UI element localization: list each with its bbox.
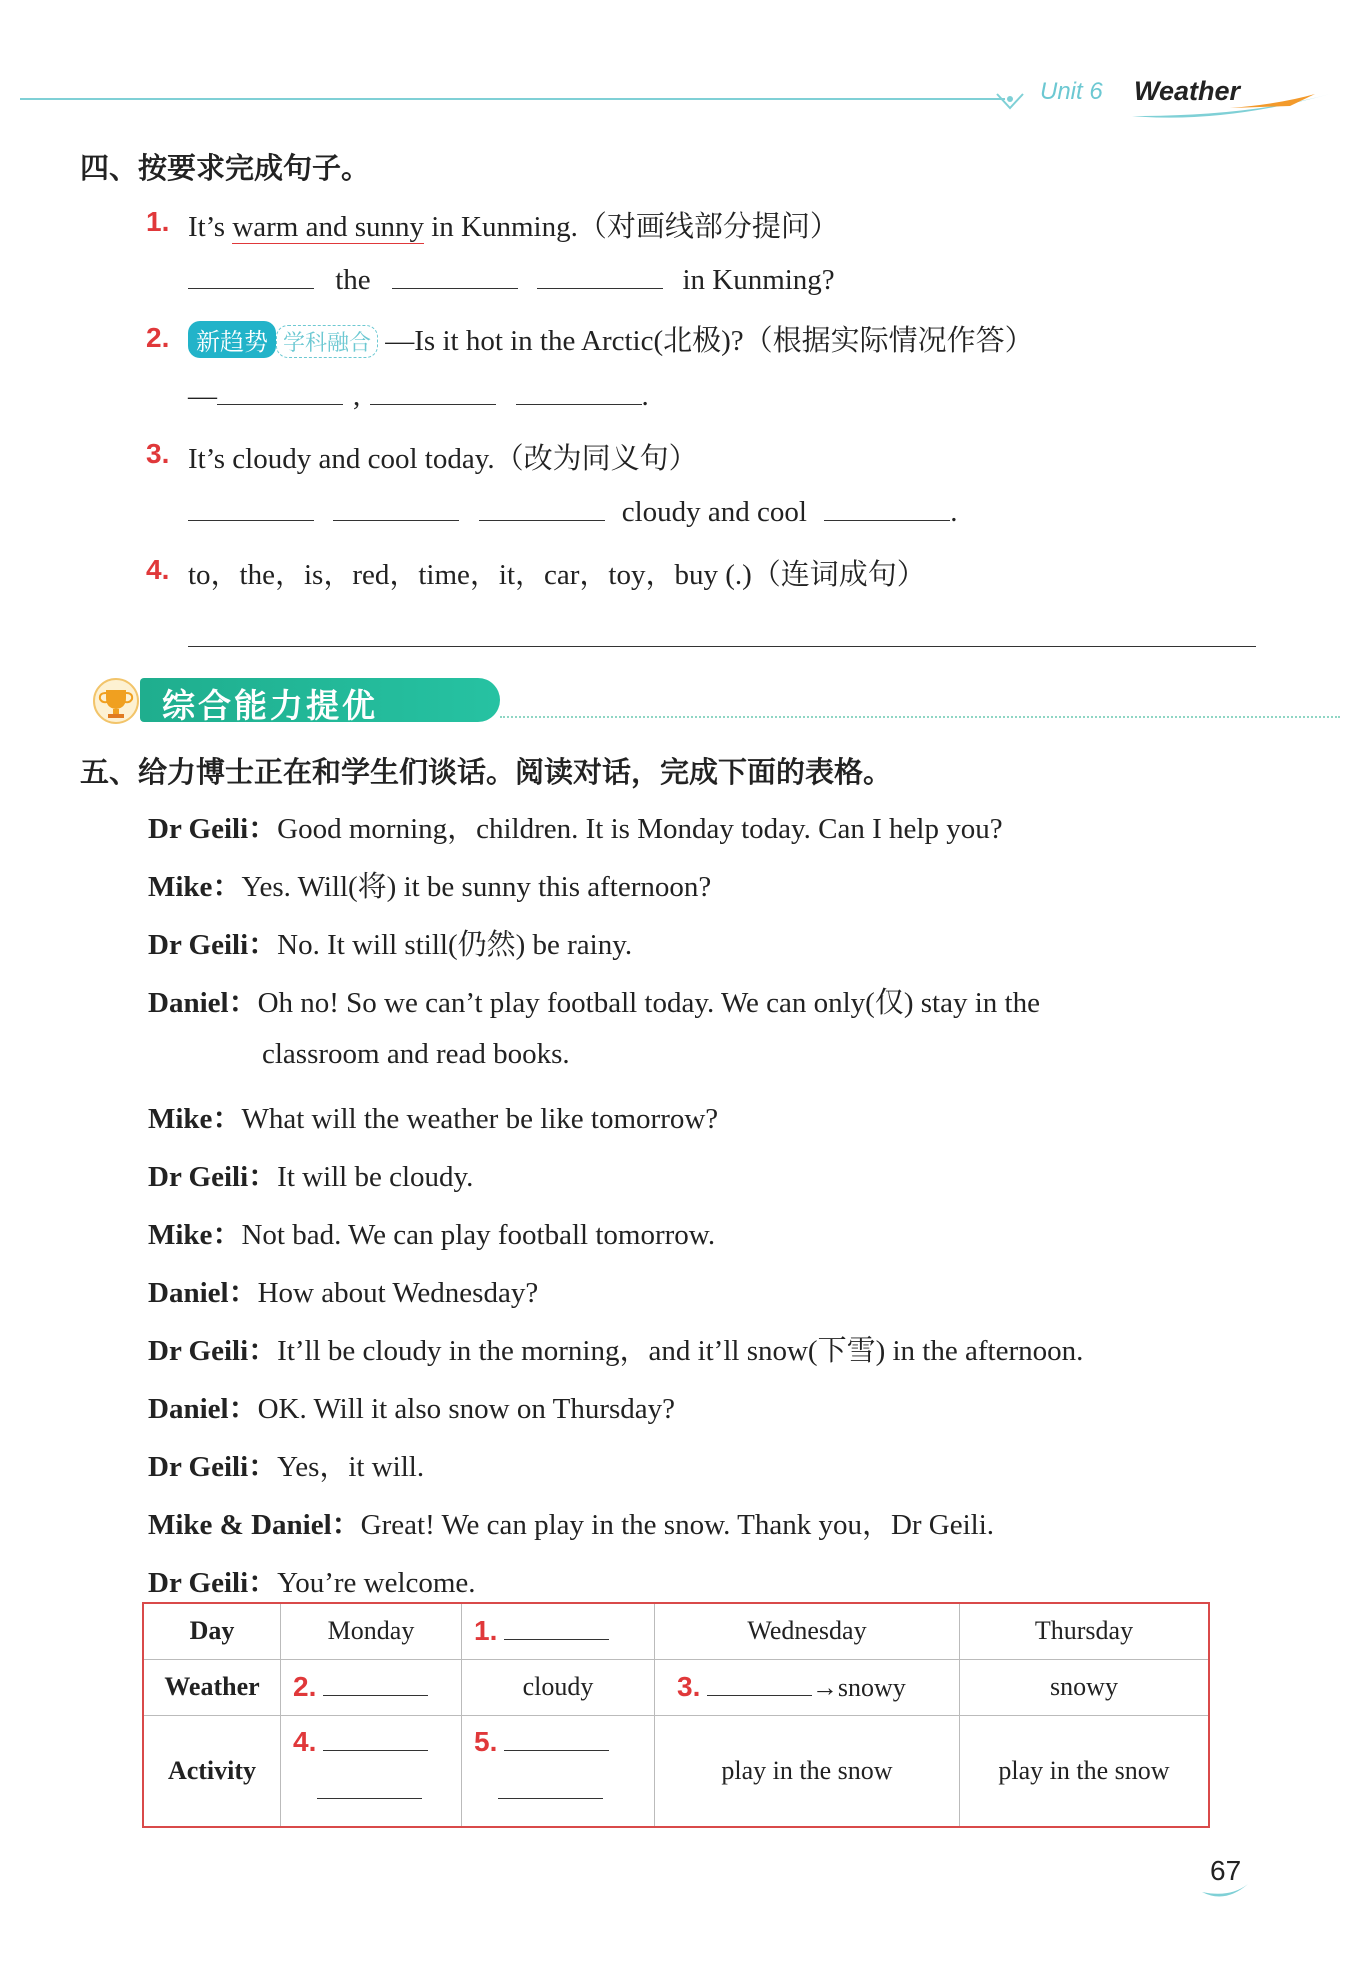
cell-thursday-weather: snowy — [960, 1659, 1210, 1715]
page-number: 67 — [1210, 1855, 1242, 1886]
cell-weather-blank-3[interactable]: 3. →snowy — [655, 1659, 960, 1715]
speaker-name: Daniel — [148, 1277, 229, 1309]
q3-blank-4[interactable] — [824, 494, 950, 521]
q4-number: 4. — [146, 554, 170, 585]
speaker-name: Dr Geili — [148, 1161, 249, 1193]
cell-wednesday-activity: play in the snow — [655, 1715, 960, 1827]
speaker-name: Daniel — [148, 987, 229, 1019]
q2-text: 新趋势 学科融合 —Is it hot in the Arctic(北极)?（根据实际情况作答） — [188, 318, 1034, 359]
speaker-name: Dr Geili — [148, 1451, 249, 1483]
section4-title: 四、按要求完成句子。 — [80, 151, 371, 185]
speaker-name: Daniel — [148, 1393, 229, 1425]
cell-thursday: Thursday — [960, 1603, 1210, 1659]
dialogue-line: Dr Geili：No. It will still(仍然) be rainy. — [148, 929, 633, 961]
cell-monday: Monday — [281, 1603, 462, 1659]
dialogue-text: classroom and read books. — [262, 1038, 570, 1070]
cell-day-blank-1[interactable]: 1. — [462, 1603, 655, 1659]
label-day: Day — [143, 1603, 281, 1659]
dialogue-text: OK. Will it also snow on Thursday? — [257, 1393, 676, 1425]
q1-number: 1. — [146, 206, 170, 237]
diamond-arrow-icon — [995, 90, 1025, 112]
dialogue-line: Dr Geili：It’ll be cloudy in the morning，and it’ll snow(下雪) in the afternoon. — [148, 1335, 1084, 1367]
dialogue-line: Dr Geili：It will be cloudy. — [148, 1161, 474, 1193]
dialogue-text: It’ll be cloudy in the morning，and it’ll snow(下雪) in the afternoon. — [277, 1335, 1084, 1367]
q2-blank-2[interactable] — [370, 378, 496, 405]
q3-number: 3. — [146, 438, 170, 469]
dialogue-text: It will be cloudy. — [277, 1161, 474, 1193]
banner-title: 综合能力提优 — [162, 686, 378, 725]
dialogue-line: Dr Geili：Yes，it will. — [148, 1451, 425, 1483]
speaker-name: Mike — [148, 1219, 213, 1251]
q1-blank-2[interactable] — [392, 262, 518, 289]
q3-text: It’s cloudy and cool today.（改为同义句） — [188, 443, 698, 475]
q3-blank-2[interactable] — [333, 494, 459, 521]
speaker-name: Dr Geili — [148, 1567, 249, 1599]
q1-blank-1[interactable] — [188, 262, 314, 289]
section5-title: 五、给力博士正在和学生们谈话。阅读对话，完成下面的表格。 — [80, 755, 893, 789]
dialogue-line: Mike：Not bad. We can play football tomorrow. — [148, 1219, 716, 1251]
speaker-name: Mike — [148, 1103, 213, 1135]
speaker-name: Dr Geili — [148, 929, 249, 961]
speaker-name: Dr Geili — [148, 813, 249, 845]
dialogue-text: Not bad. We can play football tomorrow. — [241, 1219, 716, 1251]
badge-cross-subject: 学科融合 — [276, 325, 378, 358]
cell-activity-blank-5[interactable]: 5. — [462, 1715, 655, 1827]
answer-table — [142, 1602, 1210, 1828]
speaker-name: Dr Geili — [148, 1335, 249, 1367]
q1-answer-line: the in Kunming? — [188, 262, 835, 297]
trophy-icon — [88, 676, 144, 726]
dialogue-text: How about Wednesday? — [257, 1277, 539, 1309]
dialogue-line: Dr Geili：You’re welcome. — [148, 1567, 476, 1599]
cell-wednesday: Wednesday — [655, 1603, 960, 1659]
q2-answer-line: — , . — [188, 380, 649, 412]
speaker-name: Mike & Daniel — [148, 1509, 332, 1541]
badge-new-trend: 新趋势 — [188, 321, 276, 358]
dialogue-line: Daniel：OK. Will it also snow on Thursday? — [148, 1393, 676, 1425]
dialogue-text: Great! We can play in the snow. Thank you，Dr Geili. — [360, 1509, 995, 1541]
cell-weather-blank-2[interactable]: 2. — [281, 1659, 462, 1715]
header-rule — [20, 98, 1005, 100]
dialogue-line: Mike：What will the weather be like tomorrow? — [148, 1103, 719, 1135]
dialogue-line: Dr Geili：Good morning，children. It is Monday today. Can I help you? — [148, 813, 1003, 845]
label-weather: Weather — [143, 1659, 281, 1715]
section-banner — [88, 678, 1253, 725]
dialogue-line: Mike：Yes. Will(将) it be sunny this afternoon? — [148, 871, 712, 903]
dialogue-text: What will the weather be like tomorrow? — [241, 1103, 719, 1135]
dialogue-text: Yes. Will(将) it be sunny this afternoon? — [241, 871, 712, 903]
q1-text: It’s warm and sunny in Kunming.（对画线部分提问） — [188, 211, 839, 243]
dialogue-line: Mike & Daniel：Great! We can play in the snow. Thank you，Dr Geili. — [148, 1509, 995, 1541]
dialogue-line — [262, 1038, 570, 1071]
swoosh-icon — [1200, 1880, 1250, 1902]
dialogue-text: Oh no! So we can’t play football today. We can only(仅) stay in the — [257, 987, 1040, 1019]
label-activity: Activity — [143, 1715, 281, 1827]
dialogue-text: Good morning，children. It is Monday today. Can I help you? — [277, 813, 1003, 845]
q3-answer-line: cloudy and cool . — [188, 494, 957, 529]
header-unit: Unit 6 — [1040, 78, 1103, 105]
header-title: Weather — [1134, 76, 1241, 106]
dialogue-text: No. It will still(仍然) be rainy. — [277, 929, 633, 961]
cell-thursday-activity: play in the snow — [960, 1715, 1210, 1827]
q1-underlined: warm and sunny — [232, 211, 424, 243]
speaker-name: Mike — [148, 871, 213, 903]
q2-blank-1[interactable] — [217, 378, 343, 405]
dialogue-line: Daniel：Oh no! So we can’t play football today. We can only(仅) stay in the — [148, 987, 1040, 1019]
dialogue-line: Daniel：How about Wednesday? — [148, 1277, 539, 1309]
dialogue-text: Yes，it will. — [277, 1451, 425, 1483]
q1-blank-3[interactable] — [537, 262, 663, 289]
q4-text: to，the，is，red，time，it，car，toy，buy (.)（连词成句） — [188, 559, 926, 591]
q3-blank-1[interactable] — [188, 494, 314, 521]
dialogue-text: You’re welcome. — [277, 1567, 476, 1599]
q2-number: 2. — [146, 322, 170, 353]
cell-activity-blank-4[interactable]: 4. — [281, 1715, 462, 1827]
cell-cloudy: cloudy — [462, 1659, 655, 1715]
q2-blank-3[interactable] — [516, 378, 642, 405]
q3-blank-3[interactable] — [479, 494, 605, 521]
q4-answer-line[interactable] — [188, 646, 1256, 647]
